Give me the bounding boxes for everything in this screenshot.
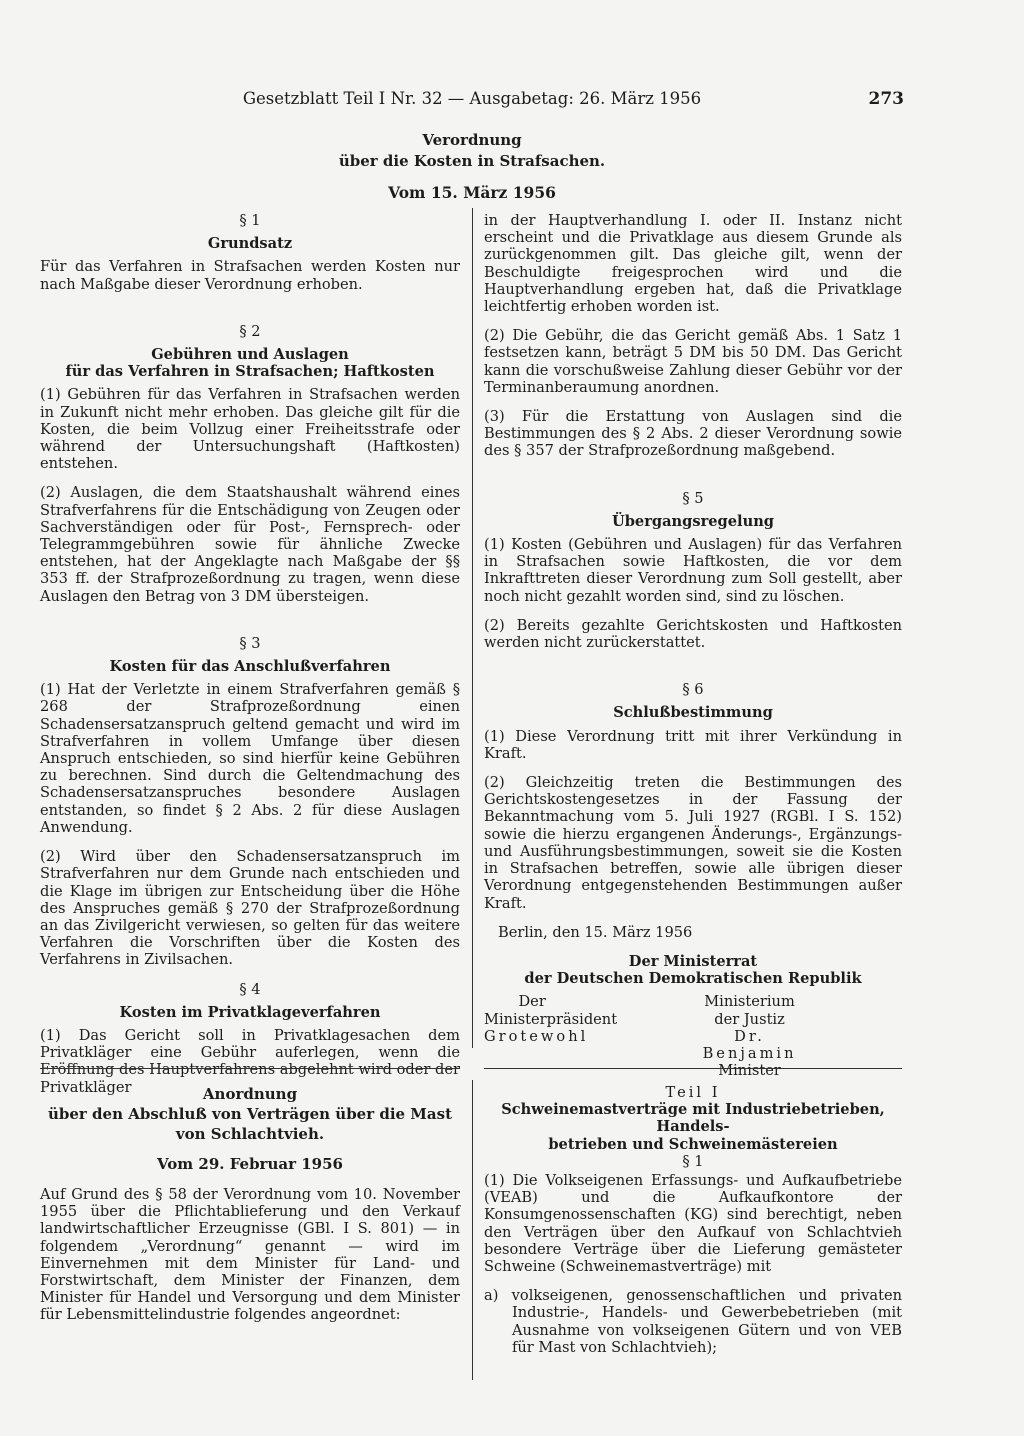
section-4-paragraph-2: (2) Die Gebühr, die das Gericht gemäß Abs. 1 Satz 1 festsetzen kann, beträgt 5 DM bis 50 DM. Das Gericht kann die vorschußweise Zahlung dieser Gebühr vor der Terminanberaumung anordnen.: [484, 327, 902, 396]
signature-right-title: Minister: [718, 1062, 781, 1080]
verordnung-subtitle: über die Kosten in Strafsachen.: [338, 152, 606, 170]
anordnung-title: Anordnung: [202, 1085, 298, 1103]
section-4-paragraph-3: (3) Für die Erstattung von Auslagen sind die Bestimmungen des § 2 Abs. 2 dieser Verordnung sowie des § 357 der Strafprozeßordnung maßgebend.: [484, 408, 902, 460]
section-5-paragraph-2: (2) Bereits gezahlte Gerichtskosten und Haftkosten werden nicht zurückerstattet.: [484, 616, 902, 652]
signature-right-name: Dr. Benjamin: [702, 1027, 797, 1062]
signature-body-2: der Deutschen Demokratischen Republik: [524, 970, 862, 988]
signature-row: [484, 993, 902, 1079]
place-date: Berlin, den 15. März 1956: [498, 923, 693, 941]
teil-heading: Teil I: [665, 1084, 721, 1101]
section-3-paragraph-1: (1) Hat der Verletzte in einem Strafverfahren gemäß § 268 der Strafprozeßordnung einen Schadensersatzanspruch geltend gemacht und wird im Strafverfahren in vollem Umfange über diesen Anspruch entschieden, so sind hierfür keine Gebühren zu berechnen. Sind durch die Geltendmachung des Schadensersatzanspruches besondere Auslagen entstanden, so findet § 2 Abs. 2 für diese Auslagen Anwendung.: [40, 681, 460, 836]
section-4-paragraph-1-start: (1) Das Gericht soll in Privatklagesachen dem Privatkläger eine Gebühr auferlegen, wenn die Eröffnung des Hauptverfahrens abgelehnt wird oder der Privatkläger: [40, 1026, 460, 1096]
separator-left: [40, 1068, 460, 1069]
signature-left-name: Grotewohl: [484, 1027, 589, 1045]
section-6-paragraph-2: (2) Gleichzeitig treten die Bestimmungen des Gerichtskostengesetzes in der Fassung der Bekanntmachung vom 5. Juli 1927 (RGBl. I S. 152) sowie die hierzu ergangenen Änderungs-, Ergänzungs- und Ausführungsbestimmungen, soweit sie die Kosten in Strafsachen betreffen, sowie alle übrigen dieser Verordnung entgegenstehenden Bestimmungen außer Kraft.: [484, 774, 902, 912]
anordnung-section-1-number: § 1: [682, 1152, 704, 1170]
verordnung-title-block: [40, 130, 904, 203]
left-column-lower: [40, 1084, 460, 1336]
anordnung-subtitle-2: von Schlachtvieh.: [175, 1125, 325, 1143]
section-2-paragraph-1: (1) Gebühren für das Verfahren in Strafsachen werden in Zukunft nicht mehr erhoben. Das gleiche gilt für die Kosten, die beim Vollzug einer Freiheitsstrafe oder während der Untersuchungshaft (Haftkosten) entstehen.: [40, 386, 460, 473]
anordnung-section-1-item-a: a) volkseigenen, genossenschaftlichen und privaten Industrie-, Handels- und Gewerbebetrieben (mit Ausnahme von volkseigenen Gütern und von VEB für Mast von Schlachtvieh);: [484, 1287, 902, 1356]
section-4-heading: Kosten im Privatklageverfahren: [119, 1003, 381, 1021]
separator-right: [484, 1068, 902, 1069]
anordnung-title-block: [40, 1084, 460, 1174]
section-4-number: § 4: [239, 980, 261, 998]
section-3-paragraph-2: (2) Wird über den Schadensersatzanspruch im Strafverfahren nur dem Grunde nach entschieden und die Klage im übrigen zur Entscheidung über die Höhe des Anspruches gemäß § 270 der Strafprozeßordnung an das Zivilgericht verwiesen, so gelten für das weitere Verfahren die Vorschriften über die Kosten des Verfahrens in Zivilsachen.: [40, 848, 460, 969]
section-3-number: § 3: [239, 634, 261, 652]
column-divider-lower: [472, 1080, 473, 1380]
section-5-paragraph-1: (1) Kosten (Gebühren und Auslagen) für das Verfahren in Strafsachen sowie Haftkosten, die vor dem Inkrafttreten dieser Verordnung zum Soll gestellt, aber noch nicht gezahlt worden sind, sind zu löschen.: [484, 536, 902, 605]
section-5-heading: Übergangsregelung: [611, 512, 775, 530]
section-2-heading-1: Gebühren und Auslagen: [151, 346, 349, 364]
section-3-heading: Kosten für das Anschlußverfahren: [109, 658, 391, 676]
teil-subheading-1: Schweinemastverträge mit Industriebetrieben, Handels-: [501, 1101, 885, 1136]
section-6-heading: Schlußbestimmung: [613, 704, 773, 722]
section-4-paragraph-1-continued: in der Hauptverhandlung I. oder II. Instanz nicht erscheint und die Privatklage aus diesem Grunde als zurückgenommen gilt. Das gleiche gilt, wenn der Beschuldigte freigesprochen wird und die Hauptverhandlung ergeben hat, daß die Privatklage leichtfertig erhoben worden ist.: [484, 212, 902, 316]
left-column-upper: [40, 212, 460, 1108]
right-column-lower: [484, 1084, 902, 1368]
section-5-number: § 5: [682, 489, 704, 507]
signature-left: [484, 993, 685, 1079]
anordnung-section-1-paragraph-1: (1) Die Volkseigenen Erfassungs- und Aufkaufbetriebe (VEAB) und die Aufkaufkontore der Konsumgenossenschaften (KG) sind berechtigt, neben den Verträgen über den Aufkauf von Schlachtvieh besondere Verträge über die Lieferung gemästeter Schweine (Schweinemastverträge) mit: [484, 1172, 902, 1276]
anordnung-subtitle-1: über den Abschluß von Verträgen über die Mast: [47, 1105, 453, 1123]
signature-body-1: Der Ministerrat: [628, 952, 758, 970]
running-header: Gesetzblatt Teil I Nr. 32 — Ausgabetag: 26. März 1956: [242, 89, 702, 108]
anordnung-date: Vom 29. Februar 1956: [157, 1155, 343, 1173]
section-6-paragraph-1: (1) Diese Verordnung tritt mit ihrer Verkündung in Kraft.: [484, 727, 902, 762]
verordnung-date: Vom 15. März 1956: [388, 183, 556, 202]
section-2-heading-2: für das Verfahren in Strafsachen; Haftkosten: [65, 363, 435, 381]
section-6-number: § 6: [682, 681, 704, 699]
anordnung-intro: Auf Grund des § 58 der Verordnung vom 10. November 1955 über die Pflichtablieferung und den Verkauf landwirtschaftlicher Erzeugnisse (GBl. I S. 801) — in folgendem „Verordnung“ genannt — wird im Einvernehmen mit dem Minister für Land- und Forstwirtschaft, dem Minister der Finanzen, dem Minister für Handel und Versorgung und dem Minister für Lebensmittelindustrie folgendes angeordnet:: [40, 1186, 460, 1324]
signature-left-role: Der Ministerpräsident: [484, 993, 618, 1028]
column-divider-upper: [472, 208, 473, 1048]
signature-right-role: Ministerium der Justiz: [704, 993, 795, 1028]
right-column-upper: [484, 212, 902, 1079]
verordnung-title: Verordnung: [422, 131, 522, 149]
page-number: 273: [868, 89, 904, 109]
teil-subheading-2: betrieben und Schweinemästereien: [548, 1135, 838, 1153]
section-1-text: Für das Verfahren in Strafsachen werden Kosten nur nach Maßgabe dieser Verordnung erhoben.: [40, 258, 460, 293]
section-1-number: § 1: [239, 212, 261, 229]
section-1-heading: Grundsatz: [207, 235, 293, 253]
section-2-number: § 2: [239, 322, 261, 340]
signature-right: [701, 993, 902, 1079]
section-2-paragraph-2: (2) Auslagen, die dem Staatshaushalt während eines Strafverfahrens für die Entschädigung von Zeugen oder Sachverständigen oder für Post-, Fernsprech- oder Telegrammgebühren sowie für ähnliche Zwecke entstehen, hat der Angeklagte nach Maßgabe der §§ 353 ff. der Strafprozeßordnung zu tragen, wenn diese Auslagen den Betrag von 3 DM übersteigen.: [40, 484, 460, 605]
